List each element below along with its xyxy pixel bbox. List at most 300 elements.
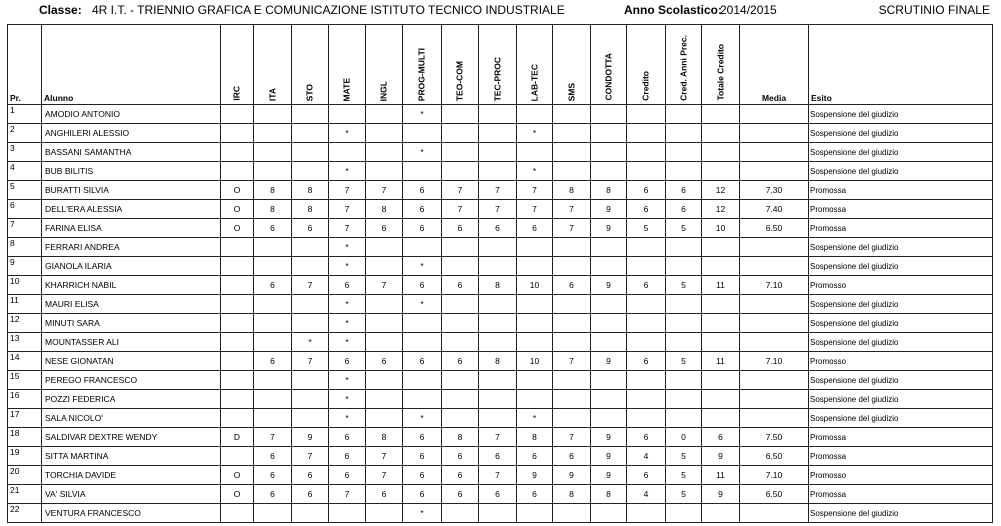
grade-cell: * — [403, 409, 442, 428]
grade-cell — [627, 162, 666, 181]
media-cell — [740, 504, 809, 523]
grade-cell: 9 — [553, 466, 591, 485]
student-name: VENTURA FRANCESCO — [42, 504, 221, 523]
grade-cell: 9 — [591, 219, 627, 238]
grade-cell: 6 — [254, 276, 292, 295]
grade-cell — [254, 390, 292, 409]
grade-cell: 4 — [627, 447, 666, 466]
grade-cell: 9 — [517, 466, 553, 485]
grade-cell — [627, 257, 666, 276]
grade-cell: * — [329, 295, 366, 314]
grade-cell — [403, 333, 442, 352]
column-header-subject — [627, 25, 666, 105]
grade-cell: 9 — [702, 447, 740, 466]
grade-cell — [366, 390, 403, 409]
table-header-row — [8, 25, 993, 105]
grade-cell: 11 — [702, 466, 740, 485]
grade-cell: 6 — [403, 200, 442, 219]
grade-cell — [254, 162, 292, 181]
grade-cell — [666, 143, 702, 162]
grade-cell — [254, 333, 292, 352]
grade-cell: 8 — [591, 485, 627, 504]
grade-cell — [366, 238, 403, 257]
grade-cell: 7 — [517, 181, 553, 200]
grade-cell: 6 — [517, 485, 553, 504]
column-header-subject — [553, 25, 591, 105]
grade-cell — [292, 143, 329, 162]
esito-cell: Sospensione del giudizio — [809, 105, 993, 124]
grade-cell: 6 — [403, 485, 442, 504]
grade-cell — [221, 409, 254, 428]
grade-cell — [666, 409, 702, 428]
table-row — [8, 333, 993, 352]
esito-cell: Sospensione del giudizio — [809, 390, 993, 409]
column-header-subject — [442, 25, 479, 105]
grade-cell: * — [517, 409, 553, 428]
grade-cell — [702, 314, 740, 333]
column-header-label: MATE — [341, 77, 352, 101]
grade-cell: 6 — [442, 276, 479, 295]
column-header-subject — [366, 25, 403, 105]
media-cell — [740, 333, 809, 352]
student-name: FERRARI ANDREA — [42, 238, 221, 257]
grade-cell — [702, 143, 740, 162]
grade-cell — [442, 333, 479, 352]
grade-cell — [479, 295, 517, 314]
grade-cell — [366, 143, 403, 162]
grade-cell — [702, 162, 740, 181]
grade-cell — [292, 371, 329, 390]
grade-cell — [403, 124, 442, 143]
student-name: SITTA MARTINA — [42, 447, 221, 466]
grade-cell — [517, 390, 553, 409]
grade-cell: 6 — [627, 181, 666, 200]
grade-cell — [221, 447, 254, 466]
table-row — [8, 409, 993, 428]
grade-cell: 5 — [627, 219, 666, 238]
media-cell — [740, 143, 809, 162]
grade-cell: 7 — [366, 276, 403, 295]
grade-cell — [553, 295, 591, 314]
grade-cell: 7 — [479, 200, 517, 219]
row-number: 22 — [8, 504, 42, 523]
grade-cell — [553, 105, 591, 124]
anno-scolastico-label: Anno Scolastico: — [624, 3, 723, 17]
grade-cell — [292, 314, 329, 333]
row-number: 17 — [8, 409, 42, 428]
grade-cell: 7 — [292, 276, 329, 295]
grade-cell — [442, 105, 479, 124]
grade-cell — [442, 409, 479, 428]
media-cell — [740, 295, 809, 314]
media-cell — [740, 314, 809, 333]
row-number: 1 — [8, 105, 42, 124]
grade-cell — [254, 105, 292, 124]
grade-cell: 6 — [553, 447, 591, 466]
esito-cell: Promossa — [809, 485, 993, 504]
grade-cell — [666, 504, 702, 523]
esito-cell: Sospensione del giudizio — [809, 295, 993, 314]
grade-cell — [666, 124, 702, 143]
esito-cell: Sospensione del giudizio — [809, 124, 993, 143]
grade-cell: * — [329, 390, 366, 409]
grade-cell — [553, 257, 591, 276]
grade-cell: 7 — [329, 181, 366, 200]
column-header-label: IRC — [231, 86, 242, 101]
column-header-label: SMS — [565, 82, 576, 101]
grade-cell — [221, 257, 254, 276]
table-row — [8, 447, 993, 466]
grade-cell: 4 — [627, 485, 666, 504]
grade-cell — [517, 295, 553, 314]
student-name: SALA NICOLO' — [42, 409, 221, 428]
grade-cell: * — [329, 162, 366, 181]
row-number: 10 — [8, 276, 42, 295]
media-cell — [740, 390, 809, 409]
column-header-subject — [591, 25, 627, 105]
grade-cell: * — [329, 333, 366, 352]
grade-cell — [442, 314, 479, 333]
grade-cell — [591, 333, 627, 352]
row-number: 16 — [8, 390, 42, 409]
media-cell — [740, 257, 809, 276]
grade-cell: * — [329, 314, 366, 333]
grade-cell: * — [517, 162, 553, 181]
grade-cell: 6 — [666, 200, 702, 219]
esito-cell: Sospensione del giudizio — [809, 314, 993, 333]
grade-cell: * — [292, 333, 329, 352]
grade-cell — [403, 390, 442, 409]
grade-cell: 10 — [702, 219, 740, 238]
grade-cell — [366, 409, 403, 428]
row-number: 5 — [8, 181, 42, 200]
grade-cell — [292, 238, 329, 257]
esito-cell: Sospensione del giudizio — [809, 371, 993, 390]
media-cell — [740, 238, 809, 257]
grade-cell — [553, 409, 591, 428]
grade-cell — [627, 238, 666, 257]
grade-cell: 6 — [627, 428, 666, 447]
grade-cell: 7 — [366, 447, 403, 466]
grade-cell: 7 — [553, 219, 591, 238]
table-row — [8, 143, 993, 162]
column-header-label: Credito — [640, 71, 651, 101]
student-name: MOUNTASSER ALI — [42, 333, 221, 352]
grade-cell — [254, 257, 292, 276]
table-row — [8, 485, 993, 504]
table-row — [8, 219, 993, 238]
student-name: POZZI FEDERICA — [42, 390, 221, 409]
grade-cell: 7 — [442, 200, 479, 219]
grade-cell — [627, 124, 666, 143]
grade-cell: 6 — [702, 428, 740, 447]
grade-cell: 7 — [517, 200, 553, 219]
grade-cell: 7 — [553, 352, 591, 371]
grade-cell — [591, 371, 627, 390]
esito-cell: Promossa — [809, 428, 993, 447]
grade-cell — [666, 257, 702, 276]
grade-cell — [403, 162, 442, 181]
table-row — [8, 390, 993, 409]
grade-cell — [702, 333, 740, 352]
grade-cell: * — [329, 124, 366, 143]
grade-cell — [591, 314, 627, 333]
grade-cell: 6 — [292, 485, 329, 504]
row-number: 20 — [8, 466, 42, 485]
grade-cell — [221, 390, 254, 409]
grade-cell — [591, 162, 627, 181]
column-header-subject — [254, 25, 292, 105]
table-row — [8, 504, 993, 523]
grade-cell — [221, 333, 254, 352]
grade-cell: 9 — [591, 352, 627, 371]
esito-cell: Promosso — [809, 466, 993, 485]
row-number: 19 — [8, 447, 42, 466]
row-number: 3 — [8, 143, 42, 162]
grade-cell: 0 — [666, 428, 702, 447]
grade-cell — [366, 295, 403, 314]
grade-cell: 11 — [702, 352, 740, 371]
grade-cell — [221, 295, 254, 314]
student-name: TORCHIA DAVIDE — [42, 466, 221, 485]
grade-cell — [627, 371, 666, 390]
table-row — [8, 124, 993, 143]
grade-cell: O — [221, 181, 254, 200]
grade-cell: 6 — [329, 352, 366, 371]
grade-cell — [591, 390, 627, 409]
grade-cell: 6 — [442, 219, 479, 238]
grade-cell — [442, 295, 479, 314]
column-header-subject — [329, 25, 366, 105]
grade-cell — [553, 238, 591, 257]
grade-cell — [292, 105, 329, 124]
grade-cell — [442, 504, 479, 523]
grade-cell: 6 — [403, 181, 442, 200]
media-cell — [740, 105, 809, 124]
grade-cell — [329, 105, 366, 124]
grade-cell: * — [329, 409, 366, 428]
grade-cell: 9 — [702, 485, 740, 504]
student-name: NESE GIONATAN — [42, 352, 221, 371]
grade-cell: 9 — [591, 200, 627, 219]
grade-cell: O — [221, 466, 254, 485]
grade-cell: 8 — [292, 181, 329, 200]
grade-cell — [442, 238, 479, 257]
grade-cell: * — [329, 257, 366, 276]
grade-cell — [702, 390, 740, 409]
grade-cell: 8 — [254, 181, 292, 200]
grade-cell: 6 — [627, 200, 666, 219]
grade-cell: 10 — [517, 276, 553, 295]
grade-cell — [366, 162, 403, 181]
grade-cell — [366, 314, 403, 333]
grade-cell — [553, 390, 591, 409]
grade-cell — [666, 314, 702, 333]
grade-cell — [591, 238, 627, 257]
row-number: 7 — [8, 219, 42, 238]
esito-cell: Promossa — [809, 219, 993, 238]
table-row — [8, 238, 993, 257]
grade-cell: 8 — [442, 428, 479, 447]
grade-cell — [702, 504, 740, 523]
grade-cell: 6 — [442, 466, 479, 485]
table-body — [8, 105, 993, 523]
grade-cell — [254, 314, 292, 333]
grade-cell: 7 — [329, 219, 366, 238]
grade-cell — [517, 504, 553, 523]
column-header-alunno: Alunno — [42, 25, 221, 105]
grade-cell — [702, 105, 740, 124]
grade-cell: 6 — [442, 352, 479, 371]
student-name: VA' SILVIA — [42, 485, 221, 504]
student-name: MAURI ELISA — [42, 295, 221, 314]
media-cell: 6.50 — [740, 219, 809, 238]
column-header-label: TEO-COM — [454, 60, 465, 101]
student-name: FARINA ELISA — [42, 219, 221, 238]
grade-cell — [254, 238, 292, 257]
grade-cell: 8 — [366, 200, 403, 219]
grade-cell — [479, 390, 517, 409]
table-row — [8, 371, 993, 390]
grade-cell: 7 — [329, 200, 366, 219]
grade-cell — [442, 390, 479, 409]
row-number: 18 — [8, 428, 42, 447]
classe-value: 4R I.T. - TRIENNIO GRAFICA E COMUNICAZIONE ISTITUTO TECNICO INDUSTRIALE — [92, 3, 565, 17]
column-header-label: STO — [304, 83, 315, 101]
grade-cell: 8 — [517, 428, 553, 447]
grade-cell — [517, 333, 553, 352]
media-cell: 7.40 — [740, 200, 809, 219]
grade-cell: 6 — [254, 352, 292, 371]
grade-cell: 6 — [254, 466, 292, 485]
grade-cell: 6 — [254, 485, 292, 504]
row-number: 15 — [8, 371, 42, 390]
grade-cell: 8 — [479, 352, 517, 371]
grade-cell — [627, 390, 666, 409]
grade-cell — [442, 162, 479, 181]
grade-cell — [366, 333, 403, 352]
grade-cell — [221, 238, 254, 257]
grade-cell — [627, 105, 666, 124]
grade-cell — [591, 504, 627, 523]
scrutinio-title: SCRUTINIO FINALE — [878, 3, 990, 17]
column-header-subject — [221, 25, 254, 105]
grade-cell: 9 — [591, 276, 627, 295]
grade-cell: 6 — [627, 466, 666, 485]
column-header-pr: Pr. — [8, 25, 42, 105]
grade-cell: 8 — [292, 200, 329, 219]
grade-cell — [403, 371, 442, 390]
grade-cell — [479, 238, 517, 257]
grade-cell — [517, 257, 553, 276]
grade-cell — [553, 143, 591, 162]
grade-cell: 6 — [403, 447, 442, 466]
esito-cell: Promossa — [809, 200, 993, 219]
grade-cell — [553, 314, 591, 333]
grade-cell — [442, 143, 479, 162]
grade-cell — [366, 257, 403, 276]
table-row — [8, 105, 993, 124]
grade-cell — [479, 162, 517, 181]
grade-cell: 7 — [366, 466, 403, 485]
grade-cell: 5 — [666, 447, 702, 466]
grade-cell: 6 — [366, 485, 403, 504]
column-header-label: Totale Credito — [714, 44, 725, 101]
column-header-esito: Esito — [809, 25, 993, 105]
grade-cell — [221, 504, 254, 523]
grade-cell — [292, 124, 329, 143]
media-cell: 7.30 — [740, 181, 809, 200]
grade-cell: 9 — [591, 466, 627, 485]
classe-label: Classe: — [39, 3, 82, 17]
grade-cell — [479, 504, 517, 523]
grade-cell: O — [221, 219, 254, 238]
grade-cell: 7 — [479, 466, 517, 485]
grade-cell: 7 — [553, 428, 591, 447]
grade-cell — [702, 371, 740, 390]
student-name: AMODIO ANTONIO — [42, 105, 221, 124]
grade-cell — [366, 124, 403, 143]
esito-cell: Sospensione del giudizio — [809, 238, 993, 257]
media-cell — [740, 124, 809, 143]
grade-cell: 5 — [666, 485, 702, 504]
grade-cell: 9 — [292, 428, 329, 447]
row-number: 14 — [8, 352, 42, 371]
esito-cell: Promosso — [809, 352, 993, 371]
media-cell: 6.50 — [740, 485, 809, 504]
grade-cell: 8 — [254, 200, 292, 219]
grade-cell — [366, 371, 403, 390]
grade-cell: * — [329, 371, 366, 390]
student-name: BASSANI SAMANTHA — [42, 143, 221, 162]
grade-cell — [517, 371, 553, 390]
grade-cell — [627, 295, 666, 314]
grade-cell: * — [403, 105, 442, 124]
grade-cell — [442, 371, 479, 390]
grade-cell — [517, 105, 553, 124]
grade-cell — [553, 333, 591, 352]
grade-cell — [666, 238, 702, 257]
grade-cell — [479, 371, 517, 390]
grade-cell: 6 — [403, 352, 442, 371]
anno-scolastico-value: 2014/2015 — [720, 3, 777, 17]
grade-cell: 8 — [553, 485, 591, 504]
grade-cell — [254, 295, 292, 314]
grade-cell: 12 — [702, 200, 740, 219]
grade-cell: 5 — [666, 276, 702, 295]
grade-cell — [553, 162, 591, 181]
column-header-subject — [403, 25, 442, 105]
grade-cell: 6 — [329, 276, 366, 295]
grade-cell — [591, 257, 627, 276]
table-row — [8, 200, 993, 219]
grade-cell — [366, 504, 403, 523]
grade-cell: 5 — [666, 352, 702, 371]
grade-cell: * — [403, 143, 442, 162]
grade-cell — [666, 333, 702, 352]
table-row — [8, 428, 993, 447]
grades-table — [7, 24, 993, 523]
table-row — [8, 314, 993, 333]
grade-cell — [442, 124, 479, 143]
grade-cell — [666, 295, 702, 314]
student-name: PEREGO FRANCESCO — [42, 371, 221, 390]
column-header-label: CONDOTTA — [602, 53, 613, 101]
student-name: BUB BILITIS — [42, 162, 221, 181]
grade-cell: * — [329, 238, 366, 257]
grade-cell: * — [517, 124, 553, 143]
grade-cell: 6 — [403, 219, 442, 238]
